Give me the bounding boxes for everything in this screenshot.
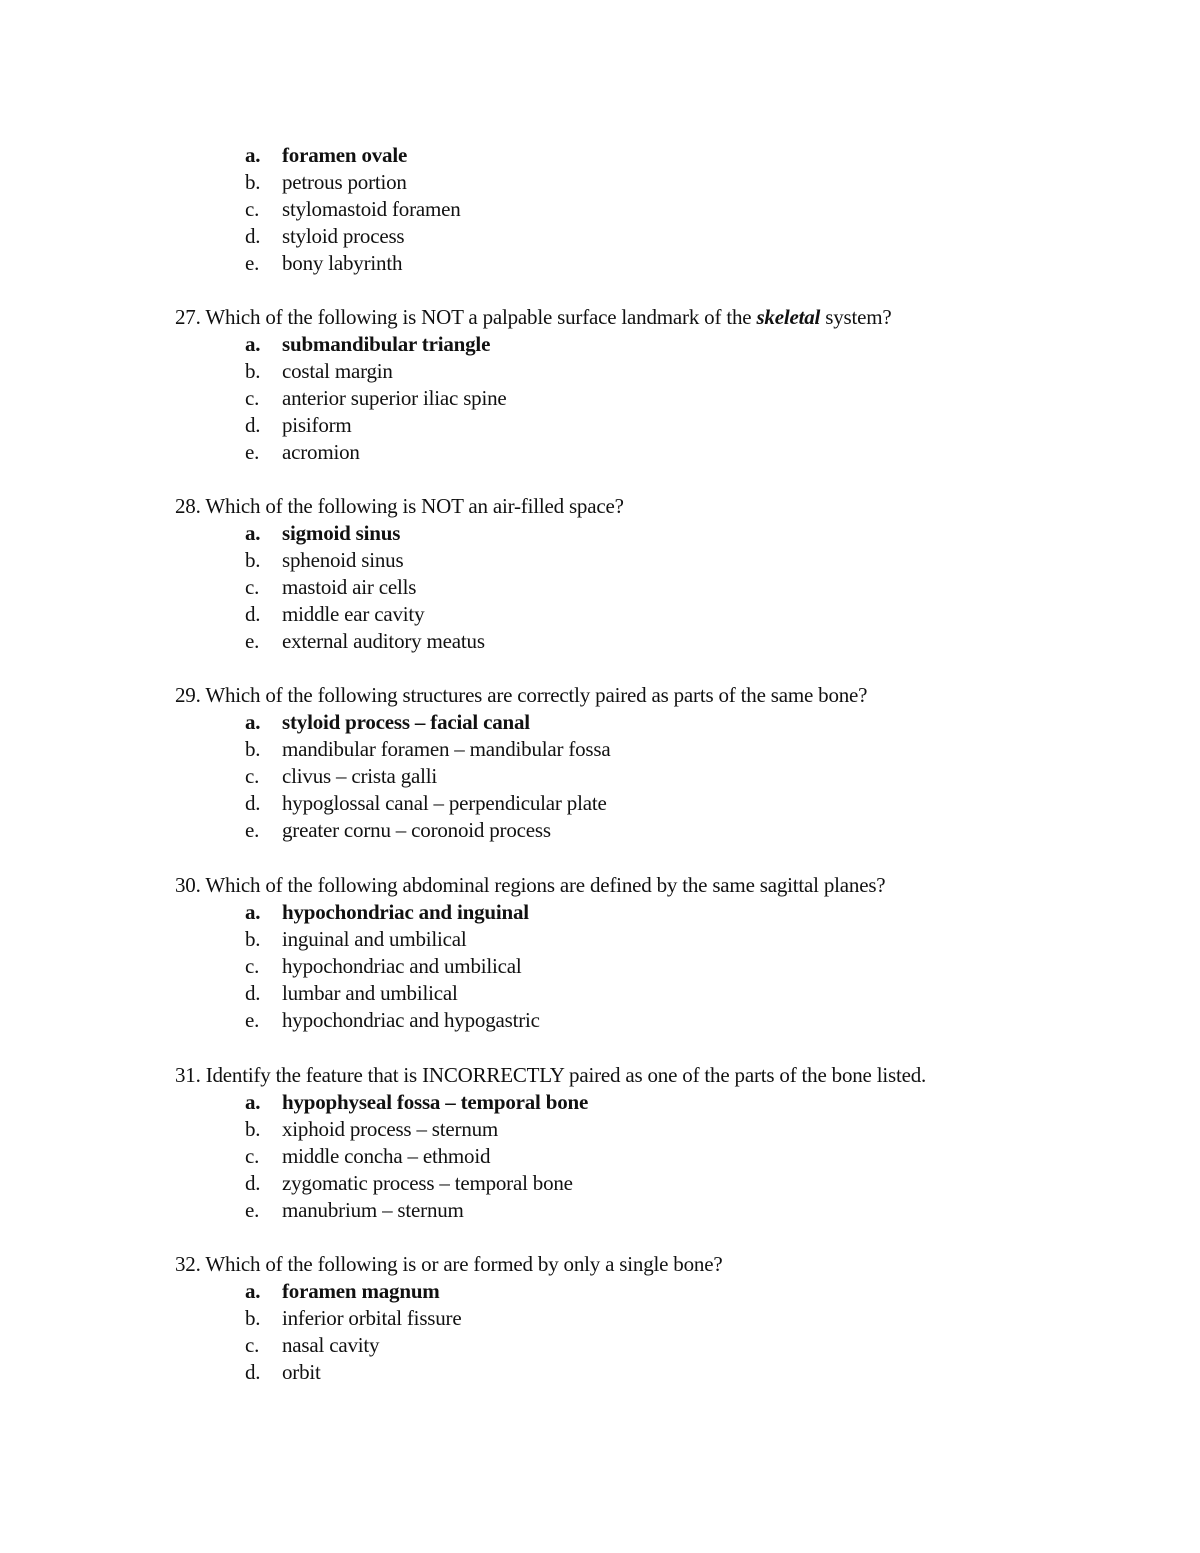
option-c: c. anterior superior iliac spine: [245, 386, 507, 410]
option-c: c. middle concha – ethmoid: [245, 1144, 491, 1168]
option-b: b. inferior orbital fissure: [245, 1306, 462, 1330]
option-d: d. hypoglossal canal – perpendicular plate: [245, 791, 607, 815]
option-e: e. manubrium – sternum: [245, 1198, 464, 1222]
question-stem: 27. Which of the following is NOT a palpable surface landmark of the skeletal system?: [175, 305, 892, 329]
option-b: b. sphenoid sinus: [245, 548, 404, 572]
question-stem: 31. Identify the feature that is INCORRECTLY paired as one of the parts of the bone listed.: [175, 1063, 927, 1087]
option-e: e. acromion: [245, 440, 360, 464]
question-stem: 28. Which of the following is NOT an air-filled space?: [175, 494, 624, 518]
option-e: e. external auditory meatus: [245, 629, 485, 653]
question-stem: 29. Which of the following structures are correctly paired as parts of the same bone?: [175, 683, 868, 707]
option-c: c. clivus – crista galli: [245, 764, 438, 788]
option-a-answer: a. foramen ovale: [245, 143, 408, 167]
option-b: b. xiphoid process – sternum: [245, 1117, 499, 1141]
option-b: b. petrous portion: [245, 170, 407, 194]
option-a-answer: a. hypochondriac and inguinal: [245, 900, 529, 924]
option-a-answer: a. submandibular triangle: [245, 332, 491, 356]
option-c: c. nasal cavity: [245, 1333, 380, 1357]
option-d: d. middle ear cavity: [245, 602, 425, 626]
option-d: d. styloid process: [245, 224, 405, 248]
option-a-answer: a. foramen magnum: [245, 1279, 440, 1303]
option-d: d. lumbar and umbilical: [245, 981, 458, 1005]
option-a-answer: a. sigmoid sinus: [245, 521, 401, 545]
option-d: d. pisiform: [245, 413, 352, 437]
option-c: c. mastoid air cells: [245, 575, 417, 599]
option-e: e. hypochondriac and hypogastric: [245, 1008, 540, 1032]
option-d: d. orbit: [245, 1360, 321, 1384]
question-stem: 32. Which of the following is or are formed by only a single bone?: [175, 1252, 723, 1276]
option-b: b. mandibular foramen – mandibular fossa: [245, 737, 611, 761]
option-c: c. stylomastoid foramen: [245, 197, 461, 221]
option-e: e. bony labyrinth: [245, 251, 403, 275]
question-stem: 30. Which of the following abdominal regions are defined by the same sagittal planes?: [175, 873, 886, 897]
option-d: d. zygomatic process – temporal bone: [245, 1171, 573, 1195]
option-a-answer: a. styloid process – facial canal: [245, 710, 530, 734]
option-c: c. hypochondriac and umbilical: [245, 954, 522, 978]
option-b: b. inguinal and umbilical: [245, 927, 467, 951]
option-a-answer: a. hypophyseal fossa – temporal bone: [245, 1090, 589, 1114]
option-e: e. greater cornu – coronoid process: [245, 818, 551, 842]
option-b: b. costal margin: [245, 359, 393, 383]
